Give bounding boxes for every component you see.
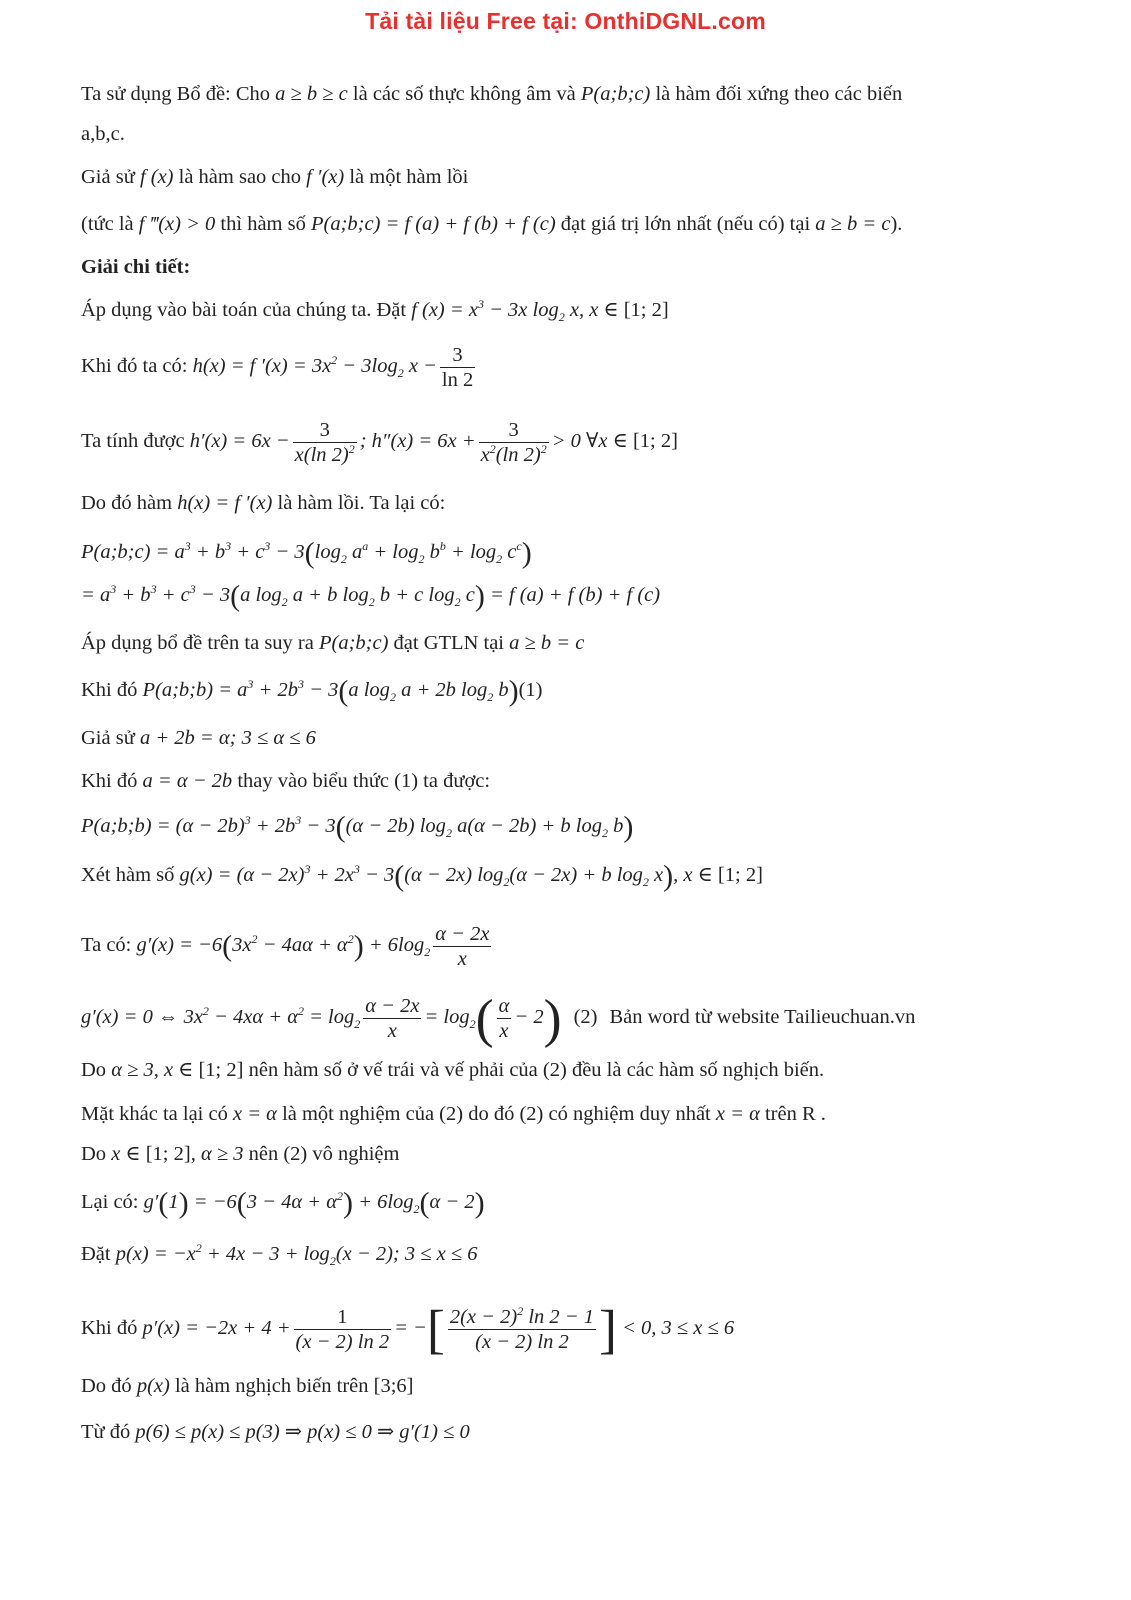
define-p: [81, 1240, 1056, 1268]
define-h: [81, 343, 1056, 392]
text: Áp dụng vào bài toán của chúng ta. Đặt: [81, 299, 412, 321]
apply-lemma: [81, 629, 1056, 657]
math: $p(x) = -x^2 + 4x - 3 + \log_2(x - 2)$; 3 ≤ x ≤ 6: [115, 1241, 478, 1269]
g-derivative: [81, 922, 1056, 971]
assume-f: [81, 163, 1056, 191]
text: đạt GTLN tại: [388, 632, 510, 654]
p-decreasing: [81, 1372, 1056, 1400]
math: a = α − 2b: [142, 770, 233, 792]
math: P(a;b;c): [318, 632, 389, 654]
text: Giải chi tiết:: [81, 256, 191, 278]
math: h(x) = f ′(x): [177, 492, 273, 514]
math: x = α: [232, 1103, 277, 1125]
define-f: [81, 296, 1056, 324]
unique-root: [81, 1100, 1056, 1128]
math: f ′(x): [306, 166, 345, 188]
assume-alpha: [81, 724, 1056, 752]
text: Lại có:: [81, 1191, 144, 1213]
text: Áp dụng bổ đề trên ta suy ra: [81, 632, 319, 654]
text: là hàm lồi. Ta lại có:: [272, 492, 446, 514]
P-expansion-1: [81, 536, 1056, 570]
math: P(a;b;b) = $(\alpha - 2b)^3 + 2b^3 - 3((\alpha - 2b)$ $\log_2 a(\alpha - 2b) + b$ $\log_2 b$): [81, 810, 634, 844]
math: = −[: [394, 1299, 445, 1360]
source-note: Bản word từ website Tailieuchuan.vn: [609, 1006, 916, 1029]
math: x ∈ [1; 2], α ≥ 3: [111, 1143, 244, 1165]
text: Từ đó: [81, 1421, 136, 1443]
math: (2): [573, 1006, 598, 1029]
math: $g'(x) = -6(3x^2 - 4a\alpha + \alpha^2) + 6\log_2$: [136, 929, 431, 963]
text: đạt giá trị lớn nhất (nếu có) tại: [555, 213, 816, 235]
fraction: $\frac{3}{x^2(\ln 2)^2}$: [480, 419, 547, 466]
math: p(x): [136, 1375, 170, 1397]
lemma-condition: [81, 210, 1056, 238]
math: (2): [542, 1059, 567, 1081]
math: P(a;b;c) = f (a) + f (b) + f (c): [310, 213, 556, 235]
fraction: $\frac{3}{x(\ln 2)^2}$: [294, 419, 355, 466]
math: = $\log_2$(: [424, 988, 494, 1049]
text: là hàm sao cho: [173, 166, 307, 188]
fraction: $\frac{2(x - 2)^2 \ln 2 - 1}{(x - 2) \ln 2}$: [449, 1304, 594, 1353]
fraction: $\frac{3}{\ln 2}$: [441, 344, 474, 391]
math: P(a;b;b) = $a^3 + 2b^3 - 3(a$ $\log_2 a + 2b$ $\log_2 b)(1)$: [142, 674, 543, 708]
g-at-1: [81, 1186, 1056, 1220]
text: Khi đó ta có:: [81, 355, 193, 378]
P-reduced: [81, 674, 1056, 708]
equation-2: [81, 988, 1056, 1049]
fraction: $\frac{\alpha}{x}$: [498, 995, 510, 1042]
text: (tức là: [81, 213, 139, 235]
text: Mặt khác ta lại có: [81, 1103, 233, 1125]
section-heading: [81, 253, 1056, 281]
math: − 2): [514, 988, 562, 1049]
text: Do đó hàm: [81, 492, 178, 514]
conclusion: [81, 1418, 1056, 1446]
math: > 0 ∀x ∈ [1; 2]: [551, 430, 678, 453]
math: a ≥ b = c: [815, 213, 891, 235]
math: f $(x) = x^3 - 3x$ $\log_2 x$, x ∈ [1; 2]: [411, 297, 669, 325]
math: p(6) ≤ p(x) ≤ p(3) ⇒ p(x) ≤ 0 ⇒ g′(1) ≤ 0: [135, 1421, 470, 1443]
math: p′(x) = −2x + 4 +: [142, 1317, 291, 1340]
text: ).: [890, 213, 903, 235]
math: g′(x) = 0 ⇔ $3x^2 - 4x\alpha + \alpha^2 = \log_2$: [81, 1004, 361, 1032]
text: Ta sử dụng Bổ đề: Cho: [81, 83, 276, 105]
text: là các số thực không âm và: [347, 83, 581, 105]
math: $g(x) = (\alpha - 2x)^3 + 2x^3 - 3((\alpha - 2x) \log_2(\alpha - 2x) + b$ $\log_2 x$), x ∈ [1; 2]: [179, 859, 763, 893]
text: thay vào biểu thức (1) ta được:: [232, 770, 491, 792]
math: $g'(1) = -6(3 - 4\alpha + \alpha^2) + 6\log_2(\alpha - 2)$: [143, 1186, 485, 1220]
fraction: $\frac{\alpha - 2x}{x}$: [435, 923, 490, 970]
text: Xét hàm số: [81, 864, 180, 886]
text: nên hàm số ở vế trái và vế phải của: [243, 1059, 543, 1081]
derivatives-h: [81, 418, 1056, 467]
text: trên R .: [759, 1103, 826, 1125]
math: f (x): [139, 166, 174, 188]
text: đều là các hàm số nghịch biến.: [566, 1059, 825, 1081]
define-g: [81, 859, 1056, 893]
lemma-variables: [81, 120, 1056, 148]
math: a + 2b = α; 3 ≤ α ≤ 6: [139, 727, 316, 749]
P-alpha: [81, 810, 1056, 844]
text: Giả sử: [81, 727, 140, 749]
math: α ≥ 3, x ∈ [1; 2]: [111, 1059, 244, 1081]
math: ] < 0, 3 ≤ x ≤ 6: [598, 1299, 735, 1360]
text: nên (2) vô nghiệm: [243, 1143, 400, 1165]
no-root: [81, 1140, 1056, 1168]
text: Đặt: [81, 1243, 116, 1265]
text: a,b,c.: [81, 123, 125, 145]
fraction: $\frac{1}{(x - 2) \ln 2}$: [295, 1306, 390, 1353]
text: Khi đó: [81, 679, 143, 701]
math: f ‴(x) > 0: [138, 213, 216, 235]
lemma-statement: [81, 80, 1056, 108]
text: Khi đó: [81, 1317, 143, 1340]
text: Giả sử: [81, 166, 140, 188]
text: Do: [81, 1059, 112, 1081]
monotonic-argument: [81, 1056, 1056, 1084]
text: Ta tính được: [81, 430, 190, 453]
download-banner[interactable]: Tải tài liệu Free tại: OnthiDGNL.com: [365, 8, 766, 34]
math: h′(x) = 6x −: [189, 430, 290, 453]
fraction: $\frac{\alpha - 2x}{x}$: [365, 995, 420, 1042]
math: x = α: [715, 1103, 760, 1125]
substitute: [81, 767, 1056, 795]
math: h(x) = f $'(x) = 3x^2 - 3\log_2$ x −: [192, 353, 437, 381]
text: là một hàm lồi: [344, 166, 469, 188]
math: = $a^3 + b^3 + c^3 - 3(a$ $\log_2 a + b$ $\log_2 b + c$ $\log_2 c) = f$ (a) + f (b) + f (c): [81, 579, 661, 613]
math: ; h″(x) = 6x +: [359, 430, 476, 453]
math: P(a;b;c) = $a^3 + b^3 + c^3 - 3(\log_2$ $a^a + \log_2 b^b + \log_2 c^c$): [81, 536, 532, 570]
text: là một nghiệm của (2) do đó (2) có nghiệm duy nhất: [276, 1103, 716, 1125]
text: Khi đó: [81, 770, 143, 792]
text: thì hàm số: [215, 213, 311, 235]
p-derivative: [81, 1299, 1056, 1360]
text: là hàm đối xứng theo các biến: [650, 83, 903, 105]
text: là hàm nghịch biến trên [3;6]: [169, 1375, 414, 1397]
text: Do: [81, 1143, 112, 1165]
text: Ta có:: [81, 934, 137, 957]
h-convex: [81, 489, 1056, 517]
math: P(a;b;c): [580, 83, 651, 105]
P-expansion-2: [81, 579, 1056, 613]
text: Do đó: [81, 1375, 137, 1397]
math: a ≥ b ≥ c: [275, 83, 348, 105]
math: a ≥ b = c: [509, 632, 585, 654]
